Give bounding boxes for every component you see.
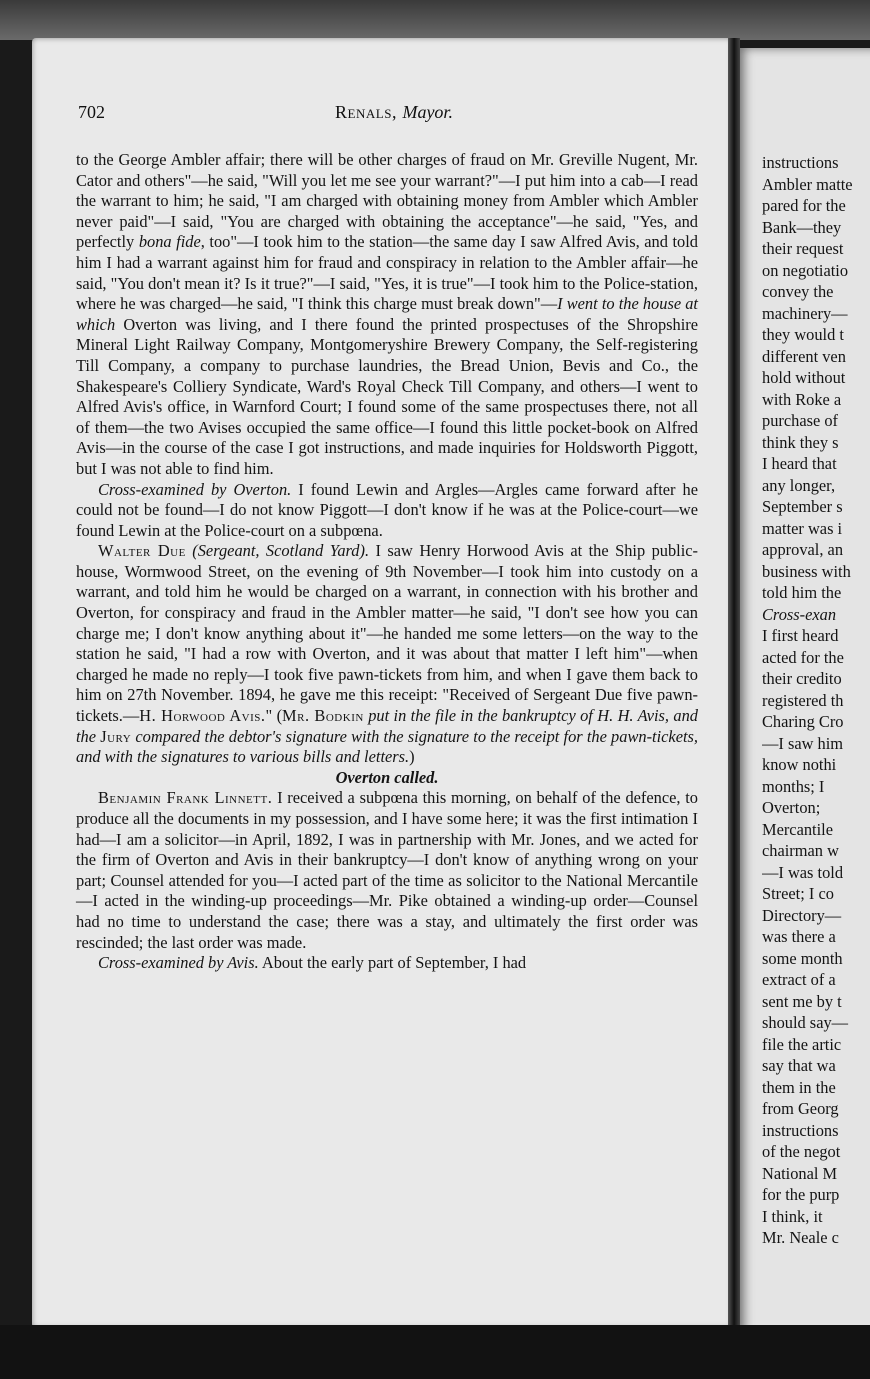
- right-page-line: think they s: [762, 432, 839, 452]
- p3-signature: H. Horwood Avis.: [139, 706, 266, 726]
- right-page-line: I heard that: [762, 454, 837, 473]
- right-page-line: they would t: [762, 325, 844, 344]
- p3-italic2: compared the debtor's signature with the signature to the receipt for the pawn-tickets, and with the signatures to various bills and letters.: [76, 726, 698, 767]
- right-page-line: was there a: [762, 927, 836, 946]
- right-page-line: approval, an: [762, 540, 844, 559]
- p2-italic: Cross-examined by Overton.: [98, 479, 292, 499]
- right-page-line: their credito: [762, 669, 842, 688]
- header-title: [74, 102, 714, 123]
- p1-mid: , too"—I took him to the station—the same day I saw Alfred Avis, and told him I had a warrant against him for fraud and conspiracy in relation to the Ambler affair—he said, "You don't mean it? Is it true?"—I said, "Yes, it is true"—I took him to the Police-station, where he was charged—he said, "I think this charge must break down"—: [76, 232, 698, 314]
- right-page-line: I think, it: [762, 1206, 823, 1226]
- witness-name-linnett: Benjamin Frank Linnett.: [98, 788, 273, 808]
- p2-text: I found Lewin and Argles—Argles came forward after he could not be found—I do not know Piggott—I don't know if he was at the Police-court—we found Lewin at the Police-court on a subpœna.: [76, 479, 698, 540]
- right-page-line: I first heard: [762, 626, 839, 645]
- scan-bottom-edge: [0, 1325, 870, 1379]
- right-page-line: instructions: [762, 153, 839, 172]
- paragraph-3: [76, 541, 698, 768]
- paragraph-2: [76, 480, 698, 542]
- right-page-line: hold without: [762, 368, 846, 387]
- witness-role-due: (Sergeant, Scotland Yard).: [192, 541, 370, 561]
- right-page-line: business with: [762, 561, 851, 581]
- witness-name-due: Walter Due: [98, 541, 186, 561]
- right-page-line: with Roke a: [762, 389, 842, 409]
- right-page-line: from Georg: [762, 1099, 839, 1118]
- right-page-text: [762, 152, 870, 1249]
- right-page-line: say that wa: [762, 1056, 836, 1075]
- p5-text: About the early part of September, I had: [258, 953, 527, 973]
- right-page-line: —I was told: [762, 862, 844, 882]
- right-page-line: extract of a: [762, 970, 836, 989]
- right-page-line: Bank—they: [762, 217, 842, 237]
- p3-bodkin: Mr. Bodkin: [282, 706, 364, 726]
- right-page-line: machinery—: [762, 303, 848, 323]
- paragraph-5: [76, 953, 698, 974]
- paragraph-4: [76, 788, 698, 953]
- right-page-line: should say—: [762, 1013, 849, 1032]
- right-page-line: different ven: [762, 346, 846, 366]
- p4-text: I received a subpœna this morning, on behalf of the defence, to produce all the documents in my possession, and I have some here; it was the first intimation I had—I am a solicitor—in April, 1892, I was in partnership with Mr. Jones, and we acted for the firm of Overton and Avis in their bankruptcy—I don't know of anything wrong on your part; Counsel attended for you—I acted part of the time as solicitor to the National Mercantile—I acted in the winding-up proceedings—Mr. Pike obtained a winding-up order—Counsel had no time to understand the case; there was a stay, and ultimately the first order was rescinded; the last order was made.: [76, 788, 698, 952]
- right-page-line: acted for the: [762, 647, 844, 667]
- p1-end: Overton was living, and I there found the printed prospectuses of the Shropshire Mineral Light Railway Company, Montgomeryshire Brewery Company, the Self-registering Till Company, a company to purchase laundries, the Bread Union, Bevis and Co., the Shakespeare's Colliery Syndicate, Ward's Royal Check Till Company, and others—I went to Alfred Avis's office, in Warnford Court; I found some of the same prospectuses there, not all of them—the two Avises occupied the same office—I found this little pocket-book on Alfred Avis—in the course of the case I got instructions, and made inquiries for Holdsworth Piggott, but I was not able to find him.: [76, 314, 698, 478]
- paragraph-1: [76, 150, 698, 480]
- right-page-line: National M: [762, 1163, 838, 1183]
- right-page-line: registered th: [762, 690, 844, 710]
- right-page-line: file the artic: [762, 1034, 842, 1054]
- right-page-line: Overton;: [762, 798, 821, 817]
- right-page-line: Charing Cro: [762, 712, 844, 731]
- right-page-line: told him the: [762, 583, 842, 602]
- page-number: 702: [78, 102, 105, 122]
- right-page-line: some month: [762, 948, 843, 968]
- right-page-line: Street; I co: [762, 884, 834, 903]
- header-title-italic: Mayor.: [402, 102, 453, 122]
- main-text: [76, 150, 698, 974]
- scan-top-edge: [0, 0, 870, 40]
- right-page-line: pared for the: [762, 196, 846, 215]
- header-title-name: Renals,: [335, 102, 397, 122]
- right-page-line: months; I: [762, 776, 825, 796]
- p3-jury: Jury: [100, 726, 132, 746]
- right-page-line: on negotiatio: [762, 260, 849, 280]
- right-page-line: matter was i: [762, 518, 843, 538]
- right-page-line: Directory—: [762, 905, 842, 925]
- section-heading: Overton called.: [335, 767, 439, 787]
- right-page-line: know nothi: [762, 755, 837, 774]
- p5-italic: Cross-examined by Avis.: [98, 953, 259, 973]
- p3-close: ): [409, 747, 415, 767]
- right-page-line: convey the: [762, 282, 834, 301]
- right-page-line: Ambler matte: [762, 174, 853, 194]
- p3-text: I saw Henry Horwood Avis at the Ship public-house, Wormwood Street, on the evening of 9th November—I took him into custody on a warrant, and told him he would be charged on a warrant, in connection with his brother and Overton, for conspiracy and fraud in the Ambler matter—he said, "I don't see how you can charge me; I don't know anything about it"—he handed me some letters—on the way to the station he said, "I had a row with Overton, and it was about that matter I left him"—when charged he made no reply—I took five pawn-tickets from him, and when I gave them back to him on 27th November. 1894, he gave me this receipt: "Received of Sergeant Due five pawn-tickets.—: [76, 541, 698, 726]
- p3-italic1: put in the file in the bankruptcy of H. H. Avis, and the: [76, 706, 699, 746]
- right-page-line: their request: [762, 239, 844, 258]
- right-page-line: of the negot: [762, 1142, 841, 1161]
- right-page-line: sent me by t: [762, 991, 842, 1011]
- right-page-line: Mercantile: [762, 819, 833, 839]
- right-page-line: Mr. Neale c: [762, 1228, 839, 1247]
- p3-end: " (: [265, 706, 283, 726]
- right-page-line: purchase of: [762, 411, 838, 430]
- book-gutter: [728, 38, 740, 1338]
- right-page-line: —I saw him: [762, 733, 844, 753]
- p1-italic2: I went to the house at which: [76, 294, 698, 334]
- p1-italic: bona fide: [138, 232, 201, 252]
- right-page-line: chairman w: [762, 841, 839, 860]
- running-head: [74, 102, 714, 130]
- right-page-line: for the purp: [762, 1185, 840, 1204]
- right-page-line: instructions: [762, 1120, 839, 1140]
- right-page-line: September s: [762, 497, 843, 516]
- right-page-line: them in the: [762, 1077, 836, 1097]
- right-page-line: any longer,: [762, 475, 836, 495]
- p1-text: to the George Ambler affair; there will be other charges of fraud on Mr. Greville Nugent, Mr. Cator and others"—he said, "Will you let me see your warrant?"—I put him into a cab—I read the warrant to him; he said, "I am charged with obtaining money from Ambler which Ambler never paid"—I said, "You are charged with obtaining the acceptance"—he said, "Yes, and perfectly: [76, 150, 698, 252]
- right-page-line: Cross-exan: [762, 604, 837, 624]
